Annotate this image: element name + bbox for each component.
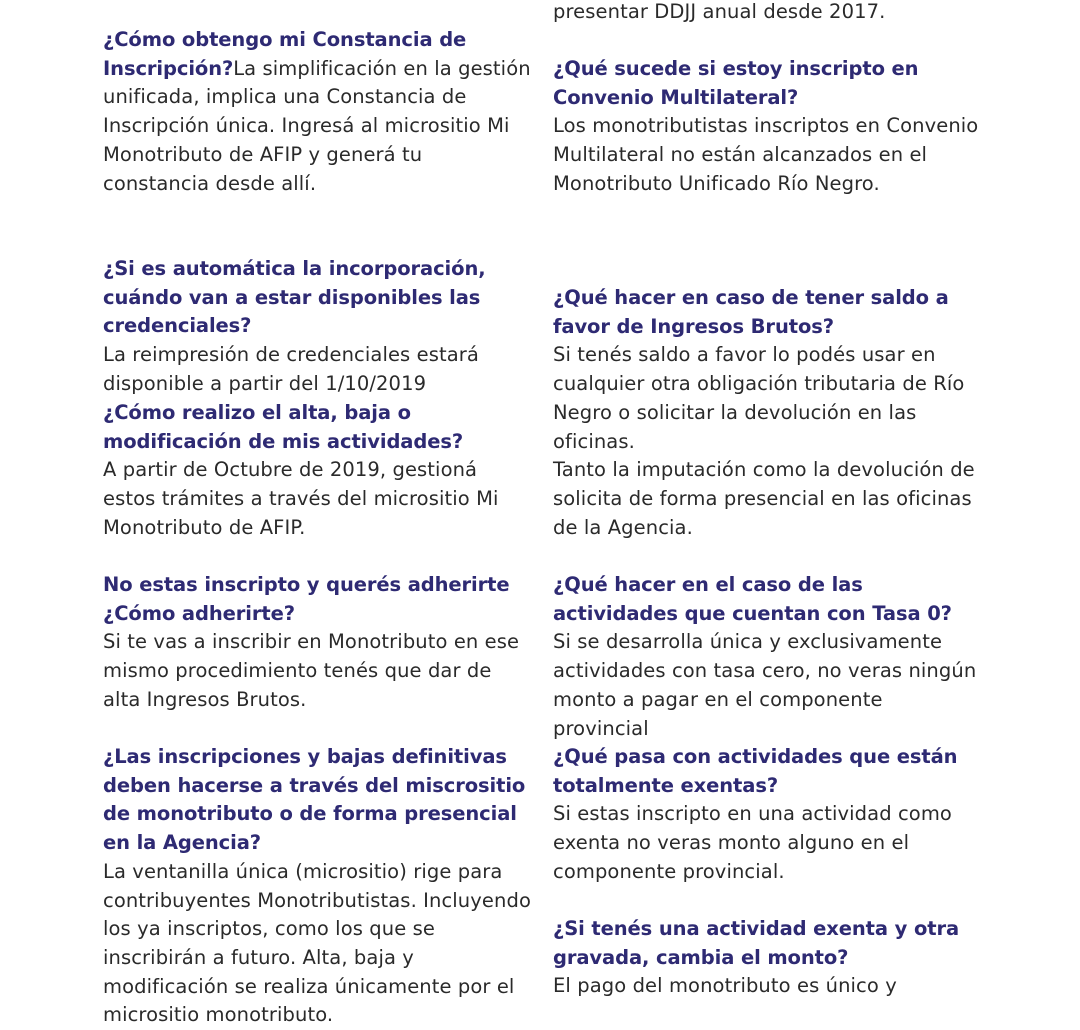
faq-question: No estas inscripto y querés adherirte ¿Cómo adherirte?	[103, 573, 510, 625]
faq-question: ¿Las inscripciones y bajas definitivas deben hacerse a través del miscrositio de monotributo o de forma presencial en la Agencia?	[103, 745, 526, 855]
faq-answer: Los monotributistas inscriptos en Convenio Multilateral no están alcanzados en el Monotributo Unificado Río Negro.	[553, 114, 979, 195]
faq-answer: La reimpresión de credenciales estará disponible a partir del 1/10/2019	[103, 343, 479, 395]
faq-question: ¿Qué sucede si estoy inscripto en Convenio Multilateral?	[553, 57, 919, 109]
faq-item-credenciales	[103, 255, 533, 399]
faq-question: ¿Qué hacer en el caso de las actividades que cuentan con Tasa 0?	[553, 573, 952, 625]
faq-item-constancia	[103, 26, 533, 198]
faq-answer: El pago del monotributo es único y	[553, 974, 897, 998]
faq-question: ¿Si es automática la incorporación, cuándo van a estar disponibles las credenciales?	[103, 257, 486, 338]
faq-answer: La ventanilla única (micrositio) rige para contribuyentes Monotributistas. Incluyendo los ya inscriptos, como los que se inscribirán a futuro. Alta, baja y modificación se realiza únicamente por el micrositio monotributo.	[103, 859, 531, 1027]
faq-item-convenio	[553, 55, 983, 199]
faq-question: ¿Cómo realizo el alta, baja o modificación de mis actividades?	[103, 401, 464, 453]
faq-answer: A partir de Octubre de 2019, gestioná estos trámites a través del micrositio Mi Monotributo de AFIP.	[103, 458, 499, 539]
faq-item-inscripciones	[103, 743, 533, 1030]
faq-answer: Si estas inscripto en una actividad como exenta no veras monto alguno en el componente provincial.	[553, 802, 952, 883]
faq-item-ddjj-continued	[553, 0, 983, 27]
faq-answer: La simplificación en la gestión unificada, implica una Constancia de Inscripción única. Ingresá al micrositio Mi Monotributo de AFIP y generá tu constancia desde allí.	[103, 56, 531, 195]
faq-item-tasa-cero	[553, 571, 983, 743]
faq-answer: Si te vas a inscribir en Monotributo en ese mismo procedimiento tenés que dar de alta Ingresos Brutos.	[103, 630, 520, 711]
faq-item-exentas	[553, 743, 983, 887]
faq-item-adherirte	[103, 571, 533, 715]
faq-answer-continued: Tanto la imputación como la devolución de solicita de forma presencial en las oficinas de la Agencia.	[553, 458, 975, 539]
faq-question: ¿Qué pasa con actividades que están totalmente exentas?	[553, 745, 958, 797]
faq-answer: presentar DDJJ anual desde 2017.	[553, 0, 886, 23]
faq-item-actividades	[103, 399, 533, 543]
faq-question: ¿Cómo obtengo mi Constancia de Inscripción?	[103, 28, 467, 80]
faq-item-exenta-gravada	[553, 915, 983, 1001]
faq-answer: Si tenés saldo a favor lo podés usar en cualquier otra obligación tributaria de Río Negro o solicitar la devolución en las oficinas.	[553, 343, 965, 453]
faq-question: ¿Qué hacer en caso de tener saldo a favor de Ingresos Brutos?	[553, 286, 949, 338]
faq-question: ¿Si tenés una actividad exenta y otra gravada, cambia el monto?	[553, 917, 960, 969]
faq-item-saldo	[553, 284, 983, 542]
faq-answer: Si se desarrolla única y exclusivamente actividades con tasa cero, no veras ningún monto a pagar en el componente provincial	[553, 630, 977, 740]
